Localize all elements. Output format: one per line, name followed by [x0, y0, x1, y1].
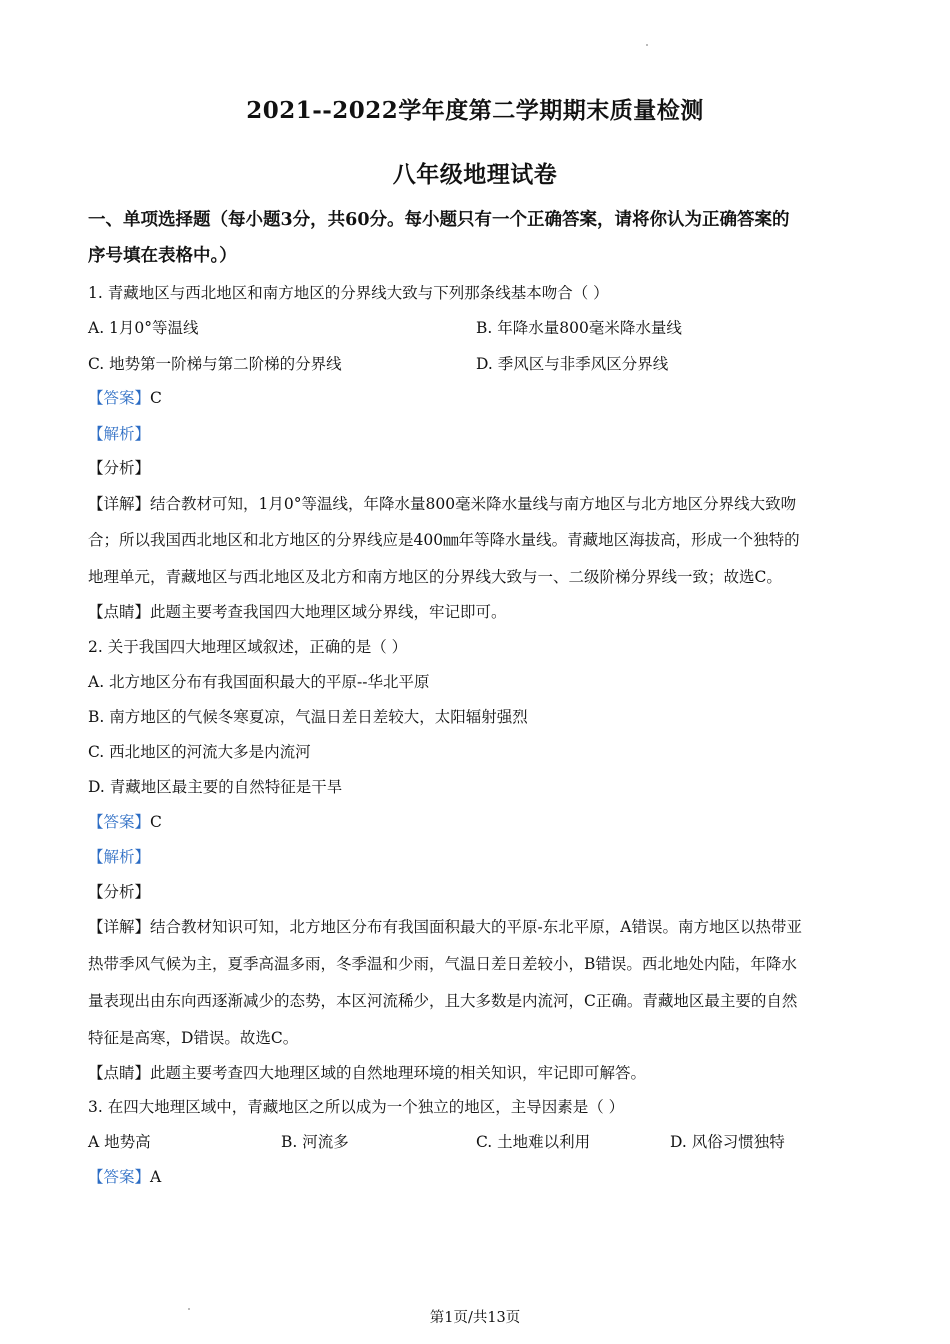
q3-option-d: D. 风俗习惯独特 — [670, 1133, 785, 1151]
q2-detail-line3: 量表现出由东向西逐渐减少的态势，本区河流稀少，且大多数是内流河，C正确。青藏地区最主要的自然 — [88, 992, 798, 1010]
tip-label: 【点睛】 — [88, 1064, 151, 1082]
detail-label: 【详解】 — [88, 918, 151, 936]
q1-answer-value: C — [150, 389, 162, 407]
q3-option-a: A 地势高 — [88, 1133, 151, 1151]
q2-jiexi-label: 【解析】 — [88, 848, 151, 866]
section-heading-line1: 一、单项选择题（每小题3分，共60分。每小题只有一个正确答案，请将你认为正确答案的 — [88, 210, 790, 230]
q2-detail-line1 — [88, 917, 868, 937]
q2-fenxi-label: 【分析】 — [88, 883, 151, 901]
q1-option-d: D. 季风区与非季风区分界线 — [476, 355, 669, 373]
q1-option-c: C. 地势第一阶梯与第二阶梯的分界线 — [88, 355, 342, 373]
q1-detail-line1 — [88, 494, 868, 514]
q3-answer-value: A — [150, 1168, 162, 1186]
q1-detail-line3: 地理单元，青藏地区与西北地区及北方和南方地区的分界线大致与一、二级阶梯分界线一致；故选C。 — [88, 568, 782, 586]
scan-dot — [646, 44, 648, 46]
exam-title: 2021--2022学年度第二学期期末质量检测 — [246, 97, 704, 124]
q2-detail-text1: 结合教材知识可知，北方地区分布有我国面积最大的平原-东北平原，A错误。南方地区以热带亚 — [150, 918, 802, 936]
q1-tip — [88, 602, 868, 622]
q1-stem: 1. 青藏地区与西北地区和南方地区的分界线大致与下列那条线基本吻合（ ） — [88, 284, 609, 302]
q3-answer — [88, 1167, 868, 1187]
q1-tip-text: 此题主要考查我国四大地理区域分界线，牢记即可。 — [150, 603, 507, 621]
q2-tip — [88, 1063, 868, 1083]
tip-label: 【点睛】 — [88, 603, 151, 621]
q2-detail-line2: 热带季风气候为主，夏季高温多雨，冬季温和少雨，气温日差日差较小，B错误。西北地处内陆，年降水 — [88, 955, 797, 973]
q2-stem: 2. 关于我国四大地理区域叙述，正确的是（ ） — [88, 638, 408, 656]
section-heading-line2: 序号填在表格中。） — [88, 246, 237, 266]
q2-option-c: C. 西北地区的河流大多是内流河 — [88, 743, 311, 761]
q3-stem: 3. 在四大地理区域中，青藏地区之所以成为一个独立的地区，主导因素是（ ） — [88, 1098, 625, 1116]
answer-label: 【答案】 — [88, 1168, 151, 1186]
q3-option-b: B. 河流多 — [281, 1133, 349, 1151]
q2-tip-text: 此题主要考查四大地理区域的自然地理环境的相关知识，牢记即可解答。 — [150, 1064, 647, 1082]
q2-detail-line4: 特征是高寒，D错误。故选C。 — [88, 1029, 299, 1047]
detail-label: 【详解】 — [88, 495, 151, 513]
q1-jiexi-label: 【解析】 — [88, 425, 151, 443]
exam-subtitle: 八年级地理试卷 — [392, 161, 558, 188]
q1-option-a: A. 1月0°等温线 — [88, 319, 199, 337]
q2-answer — [88, 812, 868, 832]
q1-fenxi-label: 【分析】 — [88, 459, 151, 477]
q2-option-d: D. 青藏地区最主要的自然特征是干旱 — [88, 778, 343, 796]
q1-detail-line2: 合；所以我国西北地区和北方地区的分界线应是400㎜年等降水量线。青藏地区海拔高，形成一个独特的 — [88, 531, 800, 549]
q3-option-c: C. 土地难以利用 — [476, 1133, 591, 1151]
q1-detail-text1: 结合教材可知，1月0°等温线，年降水量800毫米降水量线与南方地区与北方地区分界线大致吻 — [150, 495, 797, 513]
q2-answer-value: C — [150, 813, 162, 831]
q2-option-b: B. 南方地区的气候冬寒夏凉，气温日差日差较大，太阳辐射强烈 — [88, 708, 528, 726]
answer-label: 【答案】 — [88, 813, 151, 831]
q2-option-a: A. 北方地区分布有我国面积最大的平原--华北平原 — [88, 673, 430, 691]
q1-answer — [88, 388, 868, 408]
page-footer: 第1页/共13页 — [429, 1310, 521, 1326]
q1-option-b: B. 年降水量800毫米降水量线 — [476, 319, 682, 337]
answer-label: 【答案】 — [88, 389, 151, 407]
